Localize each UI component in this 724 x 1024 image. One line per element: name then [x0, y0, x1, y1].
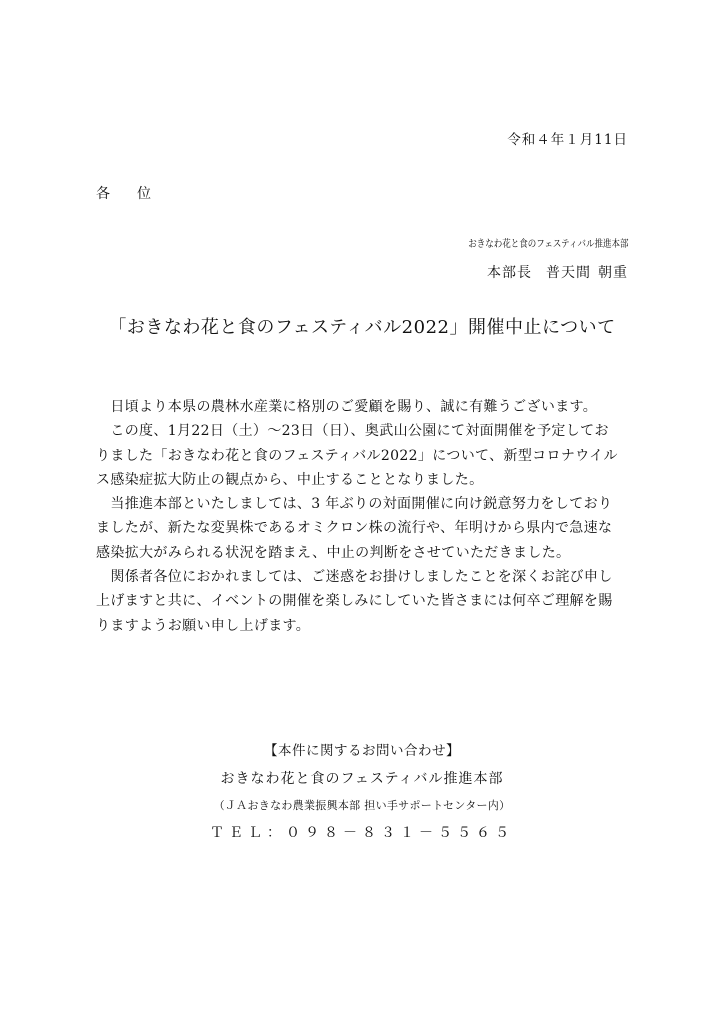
body-line: 関係者各位におかれましては、ご迷惑をお掛けしましたことを深くお詫び申し — [96, 569, 613, 586]
addressee-part-2: 位 — [137, 186, 152, 202]
body-line: ス感染症拡大防止の観点から、中止することとなりました。 — [96, 471, 484, 488]
sender-given-name: 朝重 — [598, 265, 628, 281]
contact-phone: ＴＥＬ：０９８－８３１－５５６５ — [210, 825, 514, 841]
sender-title: 本部長 — [487, 265, 532, 281]
body-text — [96, 395, 631, 638]
body-line: 日頃より本県の農林水産業に格別のご愛顧を賜り、誠に有難うございます。 — [96, 399, 598, 415]
body-line: ましたが、新たな変異株であるオミクロン株の流行や、年明けから県内で急速な — [96, 520, 613, 537]
body-line: 感染拡大がみられる状況を踏まえ、中止の判断をさせていただきました。 — [96, 544, 571, 561]
sender-surname: 普天間 — [546, 265, 591, 281]
sender-name-line — [487, 262, 628, 282]
body-line: りますようお願い申し上げます。 — [96, 617, 311, 634]
body-line: この度、1月22日（土）〜23日（日）、奥武山公園にて対面開催を予定してお — [96, 423, 609, 440]
sender-organization: おきなわ花と食のフェスティバル推進本部 — [467, 239, 628, 250]
addressee — [96, 183, 152, 203]
contact-sub-organization: （ＪＡおきなわ農業振興本部 担い手サポートセンター内） — [213, 799, 511, 812]
contact-organization: おきなわ花と食のフェスティバル推進本部 — [220, 771, 504, 787]
addressee-part-1: 各 — [96, 186, 111, 202]
document-title: 「おきなわ花と食のフェスティバル2022」開催中止について — [108, 317, 616, 338]
contact-block — [0, 737, 724, 847]
body-line: りました「おきなわ花と食のフェスティバル2022」について、新型コロナウイル — [96, 447, 618, 464]
body-line: 上げますと共に、イベントの開催を楽しみにしていた皆さまには何卒ご理解を賜 — [96, 593, 613, 610]
contact-heading: 【本件に関するお問い合わせ】 — [264, 743, 460, 759]
body-line: 当推進本部といたしましては、3 年ぶりの対面開催に向け鋭意努力をしており — [96, 496, 613, 513]
document-date: 令和４年１月11日 — [507, 132, 628, 148]
